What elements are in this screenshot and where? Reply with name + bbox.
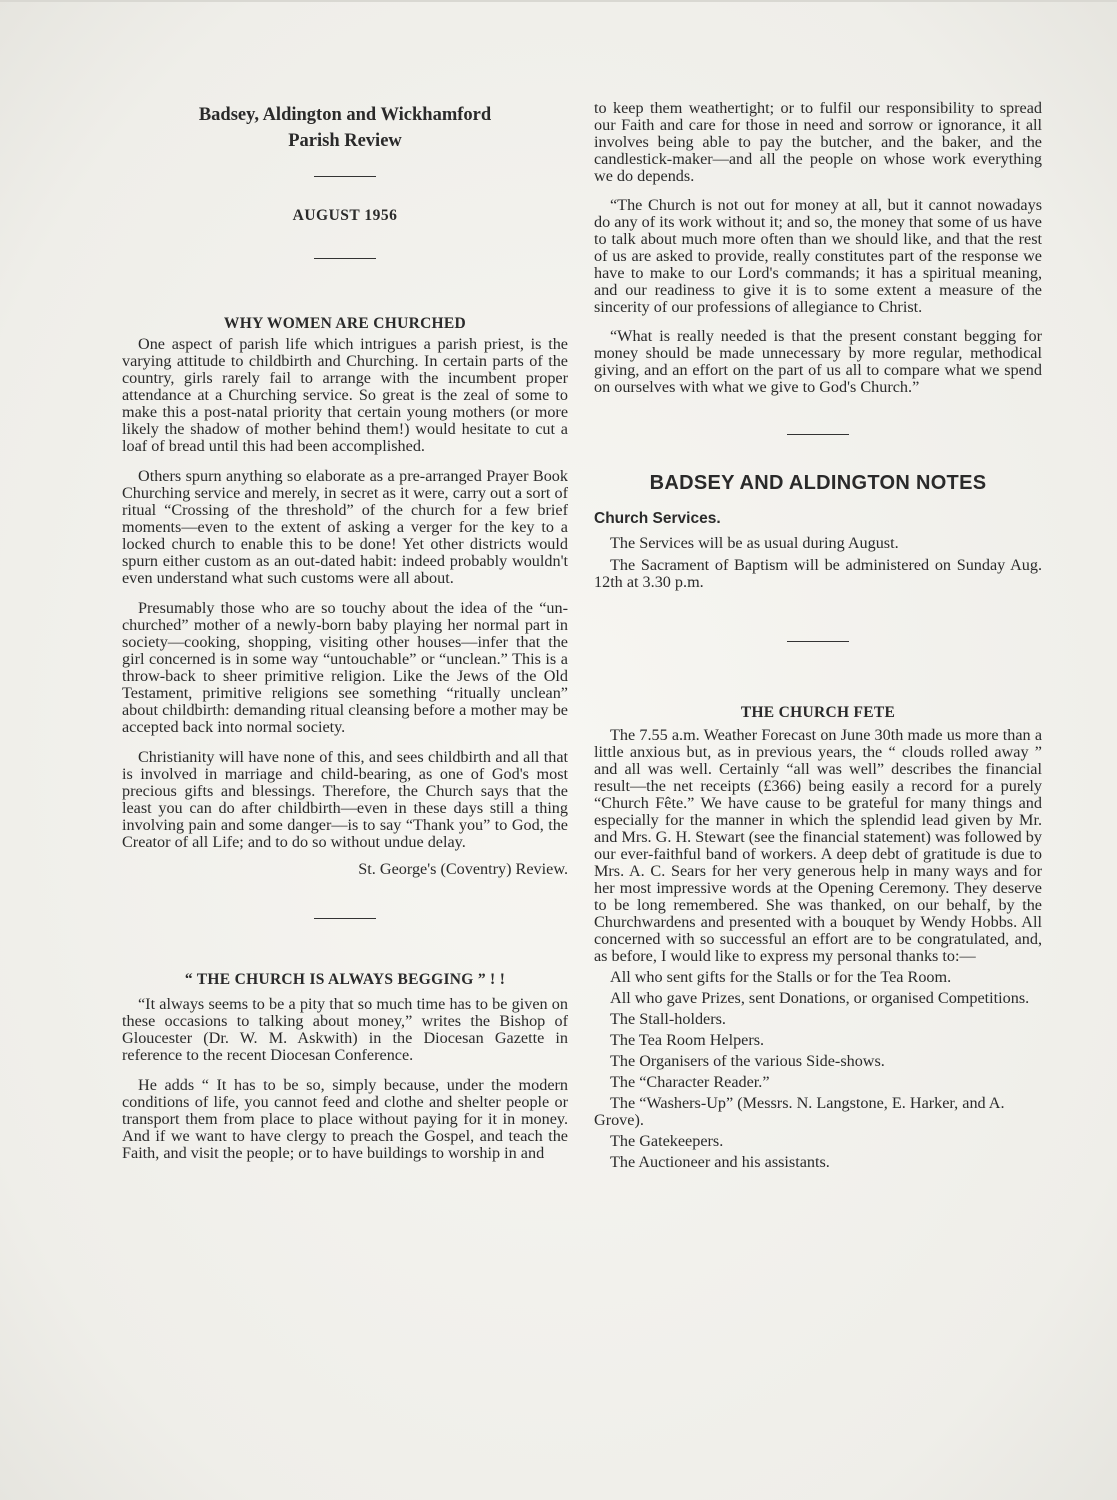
article-paragraph: One aspect of parish life which intrigues a parish priest, is the varying attitude to childbirth and Churching. In certain parts of the country, girls rarely fail to arrange with the incumbent proper attendance at a Churching service. So great is the zeal of some to make this a post-natal priority that certain young mothers (or more likely the shadow of mother behind them!) would hesitate to cut a loaf of bread until this had been accomplished. [122, 335, 568, 455]
article-attribution: St. George's (Coventry) Review. [358, 860, 568, 878]
section-subheading: Church Services. [594, 510, 721, 527]
right-column [594, 100, 1042, 1171]
article-paragraph: “It always seems to be a pity that so much time has to be given on these occasions to talking about money,” writes the Bishop of Gloucester (Dr. W. M. Askwith) in the Diocesan Gazette in reference to the recent Diocesan Conference. [122, 995, 568, 1064]
masthead-subtitle: Parish Review [288, 131, 402, 151]
article-heading: WHY WOMEN ARE CHURCHED [223, 315, 467, 332]
page-edge [0, 0, 1117, 2]
article-continuation: to keep them weathertight; or to fulfil our responsibility to spread our Faith and care for those in need and sorrow or ignorance, it all involves being able to pay the butcher, and the baker, and the candlestick-maker—and all the people on whose work everything we do depends. [594, 99, 1042, 185]
article-paragraph: He adds “ It has to be so, simply because, under the modern conditions of life, you cannot feed and clothe and shelter people or transport them from place to place without paying for it in money. And if we want to have clergy to preach the Gospel, and teach the Faith, and visit the people; or to have buildings to worship in and [122, 1076, 568, 1162]
fete-paragraph: The 7.55 a.m. Weather Forecast on June 30th made us more than a little anxious but, as in previous years, the “ clouds rolled away ” and all was well. Certainly “all was well” describes the financial result—the net receipts (£366) being easily a record for a purely “Church Fête.” We have cause to be grateful for many things and especially for the manner in which the splendid lead given by Mr. and Mrs. G. H. Stewart (see the financial statement) was followed by our ever-faithful band of workers. A deep debt of gratitude is due to Mrs. A. C. Sears for her very generous help in many ways and for her most impressive words at the Opening Ceremony. They deserve to be long remembered. She was thanked, on our behalf, by the Churchwardens and presented with a bouquet by Wendy Hobbs. All concerned with so successful an effort are to be congratulated, and, as before, I would like to express my personal thanks to:— [594, 726, 1042, 965]
thanks-item: The Tea Room Helpers. [610, 1031, 765, 1049]
thanks-item: The Auctioneer and his assistants. [610, 1153, 830, 1171]
article-paragraph: “What is really needed is that the present constant begging for money should be made unnecessary by more regular, methodical giving, and an effort on the part of us all to compare what we spend on ourselves with what we give to God's Church.” [594, 327, 1042, 396]
masthead-title: Badsey, Aldington and Wickhamford [198, 105, 492, 125]
article-paragraph: Presumably those who are so touchy about the idea of the “un-churched” mother of a newly-born baby playing her normal part in society—cooking, shopping, visiting other houses—infer that the girl concerned is in some way “untouchable” or “unclean.” This is a throw-back to sheer primitive religion. Like the Jews of the Old Testament, primitive religions see something “ritually unclean” about childbirth: demanding ritual cleansing before a mother may be accepted back into normal society. [122, 599, 568, 736]
issue-date: AUGUST 1956 [292, 207, 398, 224]
thanks-item: All who sent gifts for the Stalls or for the Tea Room. [610, 968, 952, 986]
notes-paragraph: The Sacrament of Baptism will be administered on Sunday Aug. 12th at 3.30 p.m. [594, 556, 1042, 591]
article-paragraph: “The Church is not out for money at all, but it cannot nowadays do any of its work without it; and so, the money that some of us have to talk about much more often than we should like, and that the rest of us are asked to provide, really constitutes part of the response we have to make to our Lord's commands; it has a spiritual meaning, and our readiness to give it is to some extent a measure of the sincerity of our professions of allegiance to Christ. [594, 196, 1042, 316]
article-heading: THE CHURCH FETE [740, 704, 896, 721]
thanks-item: The “Washers-Up” (Messrs. N. Langstone, E. Harker, and A. Grove). [594, 1094, 1005, 1129]
article-heading: “ THE CHURCH IS ALWAYS BEGGING ” ! ! [184, 971, 506, 988]
article-paragraph: Christianity will have none of this, and sees childbirth and all that is involved in marriage and child-bearing, as one of God's most precious gifts and blessings. Therefore, the Church says that the least you can do after childbirth—even in these days still a thing involving pain and some danger—is to say “Thank you” to God, the Creator of all Life; and to do so without undue delay. [122, 748, 568, 851]
thanks-item: The “Character Reader.” [610, 1073, 770, 1091]
thanks-item: The Gatekeepers. [610, 1132, 724, 1150]
left-column [122, 100, 568, 1162]
thanks-item: All who gave Prizes, sent Donations, or organised Competitions. [610, 989, 1030, 1007]
masthead [122, 102, 568, 154]
section-heading: BADSEY AND ALDINGTON NOTES [649, 472, 987, 494]
notes-paragraph: The Services will be as usual during August. [610, 534, 899, 552]
thanks-item: The Organisers of the various Side-shows. [610, 1052, 885, 1070]
thanks-item: The Stall-holders. [610, 1010, 726, 1028]
article-paragraph: Others spurn anything so elaborate as a pre-arranged Prayer Book Churching service and merely, in secret as it were, carry out a sort of ritual “Crossing of the threshold” of the church for a few brief moments—even to the extent of asking a verger for the key to a locked church to enable this to be done! Yet other districts would spurn either custom as an out-dated habit: indeed probably wouldn't even understand what such customs were all about. [122, 467, 568, 587]
